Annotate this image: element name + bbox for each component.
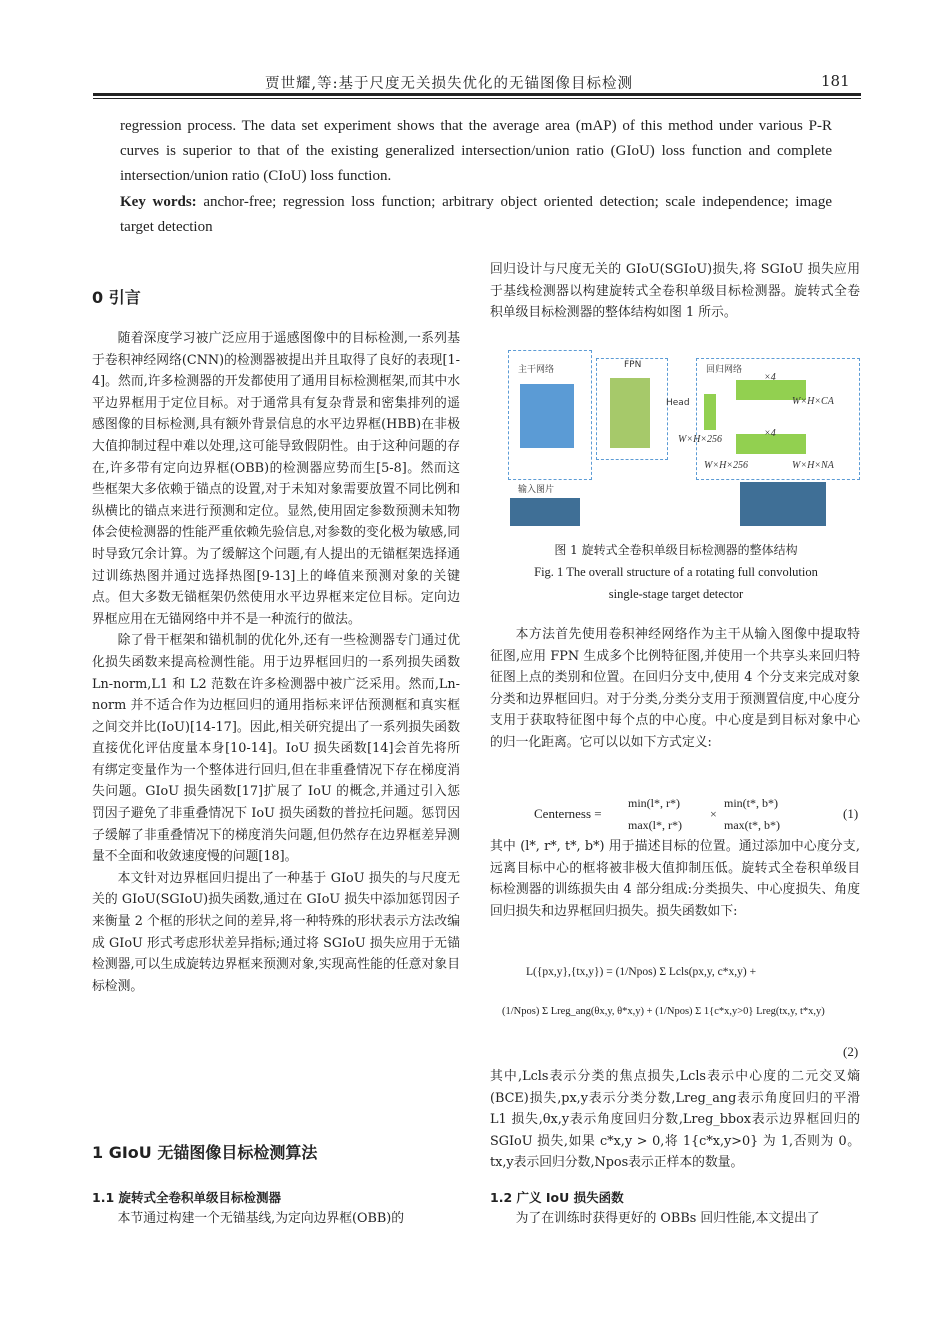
section-1-heading: 1 GIoU 无锚图像目标检测算法 [92, 1143, 318, 1162]
equation-1-den2: max(t*, b*) [724, 818, 780, 832]
section-0-heading: 0 引言 [92, 288, 141, 307]
section-1-2-paragraph: 为了在训练时获得更好的 OBBs 回归性能,本文提出了 [515, 1211, 820, 1226]
feature-shape-top: W×H×256 [678, 434, 723, 445]
feature-map-top [704, 394, 716, 430]
right-column-mid [490, 624, 860, 754]
section-1-1-paragraph: 本节通过构建一个无锚基线,为定向边界框(OBB)的 [117, 1211, 405, 1226]
right-column-bottom [490, 1066, 860, 1174]
abstract-en-tail: regression process. The data set experiment shows that the average area (mAP) of this method under various P-R curves is superior to that of the existing generalized intersection/union ratio (GIoU) loss function and complete intersection/union ratio (CIoU) loss function. [120, 118, 832, 184]
header-rule-thick [93, 93, 861, 96]
page-number: 181 [821, 72, 850, 90]
figure-1-caption-en-line2: single-stage target detector [608, 587, 744, 601]
header-rule-thin [93, 98, 861, 99]
equation-1-num2: min(t*, b*) [724, 796, 778, 810]
right-column-lower [490, 836, 860, 922]
repeat-4-bottom: ×4 [764, 428, 776, 439]
output-anchor-shape: W×H×NA [792, 460, 834, 471]
intro-paragraph-2: 除了骨干框架和锚机制的优化外,还有一些检测器专门通过优化损失函数来提高检测性能。用于边界框回归的一系列损失函数 Ln-norm,L1 和 L2 范数在许多检测器中被广泛采用。然而,Ln-norm 并不适合作为边框回归的通用指标来评估预测框和真实框之间交并比(IoU)[14-17]。因此,相关研究提出了一系列损失函数直接优化评估度量本身[10-14]。IoU 损失函数[14]会首先将所有绑定变量作为一个整体进行回归,但在非重叠情况下存在梯度消失问题。GIoU 损失函数[17]扩展了 IoU 的概念,并通过引入惩罚因子避免了非重叠情况下 IoU 损失函数的普拉托问题。惩罚因子缓解了非重叠情况下的梯度消失问题,但仍然存在边界框差异测量不全面和收敛速度慢的问题[18]。 [92, 633, 460, 865]
equation-1-number: (1) [843, 806, 859, 821]
regression-label: 回归网络 [706, 365, 743, 375]
figure-1-caption-en-line1: Fig. 1 The overall structure of a rotating full convolution [534, 565, 818, 579]
left-column-body [92, 328, 460, 997]
intro-paragraph-3: 本文针对边界框回归提出了一种基于 GIoU 损失的与尺度无关的 GIoU(SGIoU)损失函数,通过在 GIoU 损失中添加惩罚因子来衡量 2 个框的形状之间的差异,将一种特殊的形状表示方法改编成 GIoU 形式考虑形状差异指标;通过将 SGIoU 损失应用于无锚检测器,可以生成旋转边界框来预测对象,实现高性能的任意对象目标检测。 [92, 870, 460, 994]
equation-1-num1: min(l*, r*) [628, 796, 680, 810]
subsection-1-1-heading: 1.1 旋转式全卷积单级目标检测器 [92, 1190, 281, 1205]
right-paragraph-1: 本方法首先使用卷积神经网络作为主干从输入图像中提取特征图,应用 FPN 生成多个比例特征图,并使用一个共享头来回归特征图上点的类别和位置。在回归分支中,使用 4 个分支来完成对象分类和边界框回归。对于分类,分类分支用于预测置信度,中心度分支用于获取特征图中每个点的中心度。中心度是到目标对象中心的归一化距离。它可以以如下方式定义: [490, 627, 860, 750]
input-image [510, 498, 580, 526]
feature-shape-bottom: W×H×256 [704, 460, 749, 471]
keywords-text: anchor-free; regression loss function; arbitrary object oriented detection; scale independence; image target detection [120, 194, 833, 235]
equation-2-number: (2) [843, 1044, 859, 1059]
right-paragraph-0: 回归设计与尺度无关的 GIoU(SGIoU)损失,将 SGIoU 损失应用于基线检测器以构建旋转式全卷积单级目标检测器。旋转式全卷积单级目标检测器的整体结构如图 1 所示。 [490, 262, 860, 321]
intro-paragraph-1: 随着深度学习被广泛应用于遥感图像中的目标检测,一系列基于卷积神经网络(CNN)的检测器被提出并且取得了良好的表现[1-4]。然而,许多检测器的开发都使用了通用目标检测框架,而其中水平边界框用于定位目标。对于通常具有复杂背景和密集排列的遥感图像的目标检测,具有额外背景信息的水平边界框(HBB)在非极大值抑制过程中难以处理,这可能导致假阴性。由于这种问题的存在,许多带有定向边界框(OBB)的检测器应势而生[5-8]。然而这些框架大多依赖于锚点的设置,对于未知对象需要放置不同比例和纵横比的锚点来进行预测和定位。显然,使用固定参数预测未知物体会使检测器的性能严重依赖先验信息,对参数的变化极为敏感,同时导致冗余计算。为了缓解这个问题,有人提出的无锚框架选择通过训练热图并通过选择热图[9-13]上的峰值来预测对象的关键点。但大多数无锚框架仍然使用水平边界框来定位目标。定向边界框应用在无锚网络中并不是一种流行的做法。 [92, 331, 460, 627]
head-label: Head [666, 398, 690, 408]
right-paragraph-3: 其中,Lcls表示分类的焦点损失,Lcls表示中心度的二元交叉熵(BCE)损失,px,y表示分类分数,Lreg_ang表示角度回归的平滑 L1 损失,θx,y表示角度回归分数,Lreg_bbox表示边界框回归的 SGIoU 损失,如果 c*x,y > 0,将 1{c*x,y>0} 为 1,否则为 0。tx,y表示回归分数,Npos表示正样本的数量。 [490, 1069, 860, 1171]
backbone-layers [520, 384, 574, 448]
output-cls-shape: W×H×CA [792, 396, 834, 407]
input-image-label: 输入图片 [518, 485, 555, 495]
output-image [740, 482, 826, 526]
subsection-1-2-heading: 1.2 广义 IoU 损失函数 [490, 1190, 624, 1205]
keywords [120, 190, 832, 240]
left-column-tail [92, 1208, 460, 1230]
right-paragraph-2: 其中 (l*, r*, t*, b*) 用于描述目标的位置。通过添加中心度分支,远离目标中心的框将被非极大值抑制压低。旋转式全卷积单级目标检测器的训练损失由 4 部分组成:分类损失、中心度损失、角度回归损失和边界框回归损失。损失函数如下: [490, 839, 860, 919]
equation-1-den1: max(l*, r*) [628, 818, 682, 832]
keywords-label: Key words: [120, 194, 197, 210]
figure-1-architecture [500, 350, 862, 528]
fpn-layers [610, 378, 650, 448]
right-column-tail [490, 1208, 860, 1230]
figure-1-caption-cn: 图 1 旋转式全卷积单级目标检测器的整体结构 [554, 543, 798, 557]
running-header: 贾世耀,等:基于尺度无关损失优化的无锚图像目标检测 [265, 76, 633, 92]
equation-2-line1: L({px,y},{tx,y}) = (1/Npos) Σ Lcls(px,y, c*x,y) + [526, 966, 757, 978]
repeat-4-top: ×4 [764, 372, 776, 383]
equation-1-times: × [710, 807, 717, 821]
backbone-label: 主干网络 [518, 365, 555, 375]
fpn-label: FPN [624, 360, 642, 370]
equation-2-line2: (1/Npos) Σ Lreg_ang(θx,y, θ*x,y) + (1/Npos) Σ 1{c*x,y>0} Lreg(tx,y, t*x,y) [502, 1006, 825, 1017]
equation-1-lhs: Centerness = [534, 806, 602, 821]
right-column-top [490, 259, 860, 324]
